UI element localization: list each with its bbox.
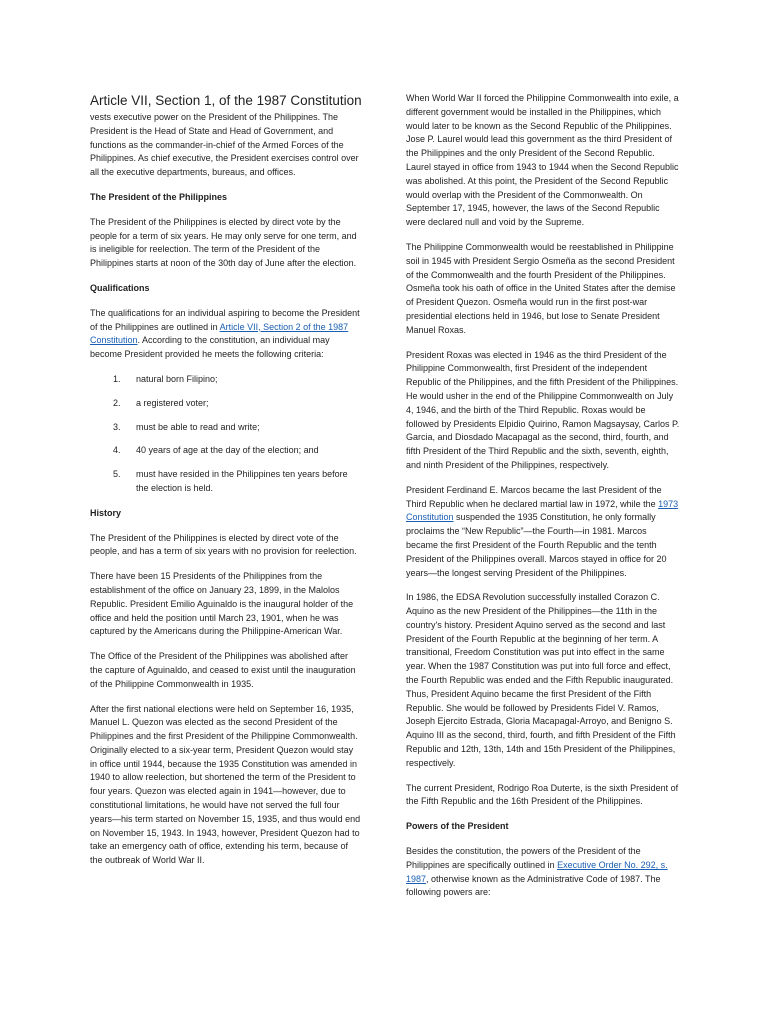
list-item-number: 4. (113, 445, 121, 456)
list-item-number: 2. (113, 397, 121, 408)
document-title: Article VII, Section 1, of the 1987 Constitution (90, 93, 362, 108)
history-paragraph-6: The Philippine Commonwealth would be reestablished in Philippine soil in 1945 with President Sergio Osmeña as the second President of the Commonwealth and the fourth President of the Philippines. Osmeña took his oath of office in the United States after the demise of President Quezon. Osmeña would run in the first post-war presidential elections held in 1946, but lose to Senate President Manuel Roxas. (406, 241, 676, 335)
section-heading-president: The President of the Philippines (90, 191, 228, 202)
list-item-text: 40 years of age at the day of the election; and (136, 445, 319, 456)
right-column (406, 92, 680, 911)
executive-order-292-link[interactable]: Executive Order No. 292, s. 1987 (406, 859, 668, 884)
powers-text-post: , otherwise known as the Administrative Code of 1987. The following powers are: (406, 873, 661, 898)
history-paragraph-9: In 1986, the EDSA Revolution successfully installed Corazon C. Aquino as the new President of the Philippines—the 11th in the country's history. President Aquino served as the second and last President of the Fourth Republic at the beginning of her term. A transitional, Freedom Constitution was put into effect in the same year. When the 1987 Constitution was put into full force and effect, the Fourth Republic was ended and the Fifth Republic inaugurated. Thus, President Aquino became the first President of the Fifth Republic. She would be followed by Presidents Fidel V. Ramos, Joseph Ejercito Estrada, Gloria Macapagal-Arroyo, and Benigno S. Aquino III as the second, third, fourth, and fifth President of the Fifth Republic and 12th, 13th, 14th and 15th President of the Philippines, respectively. (406, 592, 676, 768)
powers-paragraph (406, 845, 680, 900)
marcos-text-post: suspended the 1935 Constitution, he only formally proclaims the “New Republic”—the Fourth—in 1981. Marcos became the first President of the Fourth Republic and the tenth President of the Philippines overall. Marcos stayed in office for 20 years—the longest serving President of the Philippines. (406, 512, 667, 578)
history-paragraph-10: The current President, Rodrigo Roa Duterte, is the sixth President of the Fifth Republic and the 16th President of the Philippines. (406, 782, 679, 807)
history-paragraph-8 (406, 484, 680, 581)
list-item-text: natural born Filipino; (136, 373, 218, 384)
history-paragraph-2: There have been 15 Presidents of the Philippines from the establishment of the office on January 23, 1899, in the Malolos Republic. President Emilio Aguinaldo is the inaugural holder of the office and held the position until March 23, 1901, when he was captured by the Americans during the Philippine-American War. (90, 571, 354, 637)
list-item (90, 373, 362, 387)
list-item-text: must have resided in the Philippines ten years before the election is held. (136, 469, 348, 493)
list-item (90, 444, 362, 458)
history-paragraph-4: After the first national elections were held on September 16, 1935, Manuel L. Quezon was elected as the second President of the Philippines and the first President of the Philippine Commonwealth. Originally elected to a six-year term, President Quezon would stay in office until 1944, because the 1935 Constitution was amended in 1940 to allow reelection, but shortened the term of the President to four years. Quezon was elected again in 1941—however, due to constitutional limitations, he would have not served the full four years—his term started on November 15, 1935, and thus would end on November 15, 1943. In 1943, however, President Quezon had to take an emergency oath of office, extending his term, because of the outbreak of World War II. (90, 703, 361, 866)
section-heading-powers: Powers of the President (406, 821, 509, 832)
history-paragraph-3: The Office of the President of the Philippines was abolished after the capture of Aguinaldo, and ceased to exist until the inauguration of the Philippine Commonwealth in 1935. (90, 651, 356, 689)
qualifications-paragraph (90, 307, 362, 362)
list-item (90, 468, 362, 496)
list-item-number: 3. (113, 421, 121, 432)
president-paragraph: The President of the Philippines is elected by direct vote by the people for a term of six years. He may only serve for one term, and is ineligible for reelection. The term of the President of the Philippines starts at noon of the 30th day of June after the election. (90, 216, 357, 269)
list-item (90, 421, 362, 435)
article-vii-section-2-link[interactable]: Article VII, Section 2 of the 1987 Constitution (90, 321, 349, 346)
list-item-number: 5. (113, 469, 121, 480)
list-item-number: 1. (113, 373, 121, 384)
qualifications-text-pre: The qualifications for an individual aspiring to become the President of the Philippines are outlined in (90, 307, 360, 332)
marcos-text-pre: President Ferdinand E. Marcos became the last President of the Third Republic when he declared martial law in 1972, while the (406, 484, 662, 509)
section-heading-history: History (90, 507, 122, 518)
history-paragraph-5: When World War II forced the Philippine Commonwealth into exile, a different government would be installed in the Philippines, which would later to be known as the Second Republic of the Philippines. Jose P. Laurel would lead this government as the third President of the Philippines and the only President of the Second Republic. Laurel stayed in office from 1943 to 1944 when the Second Republic was abolished. At this point, the President of the Second Republic would overlap with the President of the Commonwealth. On September 17, 1945, however, the laws of the Second Republic were declared null and void by the Supreme. (406, 93, 679, 228)
left-column (90, 92, 362, 879)
qualifications-text-post: . According to the constitution, an individual may become President provided he meets the following criteria: (90, 335, 330, 360)
section-heading-qualifications: Qualifications (90, 282, 150, 293)
powers-text-pre: Besides the constitution, the powers of the President of the Philippines are specifically outlined in (406, 846, 641, 870)
1973-constitution-link[interactable]: 1973 Constitution (406, 498, 679, 523)
list-item-text: must be able to read and write; (136, 421, 260, 432)
criteria-list (90, 373, 362, 496)
history-paragraph-1: The President of the Philippines is elected by direct vote of the people, and has a term of six years with no provision for reelection. (90, 532, 357, 557)
list-item-text: a registered voter; (136, 397, 209, 408)
list-item (90, 397, 362, 411)
intro-paragraph: vests executive power on the President of the Philippines. The President is the Head of State and Head of Government, and functions as the commander-in-chief of the Armed Forces of the Philippines. As chief executive, the President exercises control over all the executive departments, bureaus, and offices. (90, 112, 359, 178)
history-paragraph-7: President Roxas was elected in 1946 as the third President of the Philippine Commonwealth, first President of the independent Republic of the Philippines, and the fifth President of the Philippines. He would usher in the end of the Philippine Commonwealth on July 4, 1946, and the birth of the Third Republic. Roxas would be followed by Presidents Elpidio Quirino, Ramon Magsaysay, Carlos P. Garcia, and Diosdado Macapagal as the second, third, fourth, and fifth President of the Third Republic and the sixth, seventh, eighth, and ninth President of the Philippines, respectively. (406, 349, 680, 470)
